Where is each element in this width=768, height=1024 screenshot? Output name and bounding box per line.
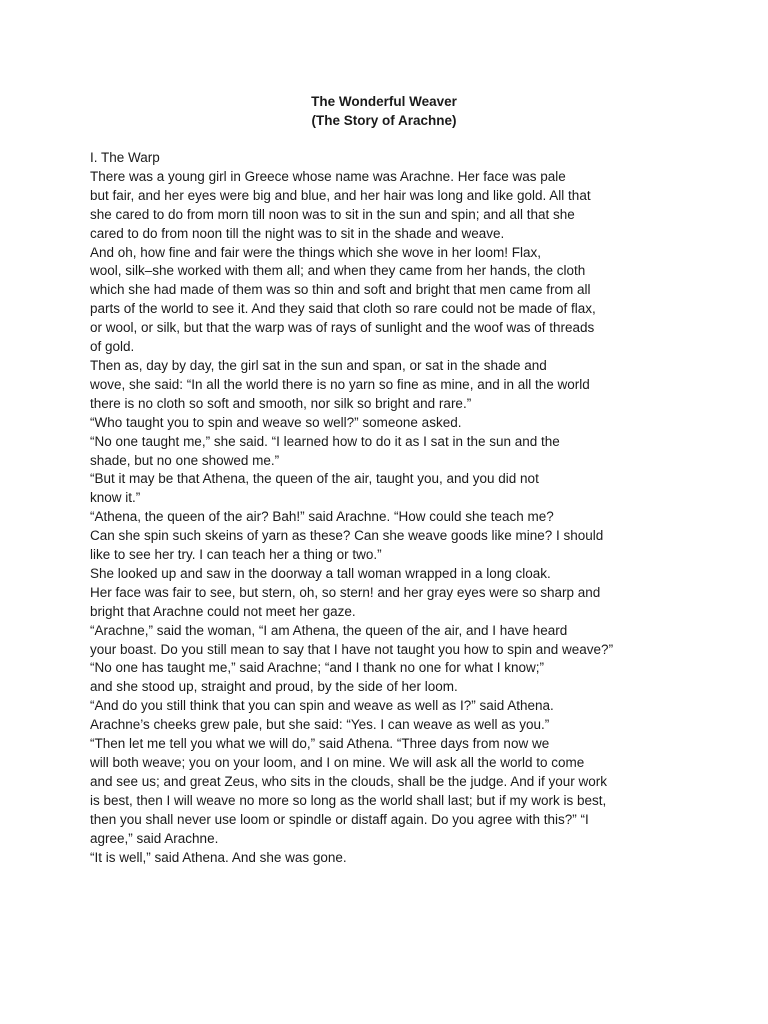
text-line: will both weave; you on your loom, and I on mine. We will ask all the world to come — [90, 755, 585, 770]
text-line: but fair, and her eyes were big and blue, and her hair was long and like gold. All that — [90, 187, 591, 203]
document-subtitle: (The Story of Arachne) — [311, 113, 457, 128]
text-line: and see us; and great Zeus, who sits in the clouds, shall be the judge. And if your work — [90, 773, 608, 789]
text-line: there is no cloth so soft and smooth, nor silk so bright and rare.” — [90, 395, 472, 411]
text-line: wove, she said: “In all the world there is no yarn so fine as mine, and in all the world — [90, 376, 590, 392]
text-line: or wool, or silk, but that the warp was of rays of sunlight and the woof was of threads — [90, 320, 595, 336]
text-line: “Then let me tell you what we will do,” said Athena. “Three days from now we — [90, 736, 550, 752]
text-line: Her face was fair to see, but stern, oh, so stern! and her gray eyes were so sharp and — [90, 584, 601, 600]
text-line: agree,” said Arachne. — [90, 830, 219, 846]
text-line: like to see her try. I can teach her a thing or two.” — [90, 547, 382, 563]
text-line: “Who taught you to spin and weave so well?” someone asked. — [90, 414, 462, 430]
document-title-block — [0, 92, 768, 130]
text-line: bright that Arachne could not meet her gaze. — [90, 603, 356, 619]
section-heading: I. The Warp — [90, 150, 160, 165]
text-line: Arachne’s cheeks grew pale, but she said: “Yes. I can weave as well as you.” — [90, 717, 550, 733]
text-line: know it.” — [90, 490, 141, 506]
document-body — [90, 149, 650, 867]
text-line: “Arachne,” said the woman, “I am Athena, the queen of the air, and I have heard — [90, 622, 568, 638]
text-line: which she had made of them was so thin and soft and bright that men came from all — [90, 282, 591, 298]
text-line: she cared to do from morn till noon was to sit in the sun and spin; and all that she — [90, 206, 575, 222]
text-line: “But it may be that Athena, the queen of the air, taught you, and you did not — [90, 471, 539, 487]
text-line: Can she spin such skeins of yarn as these? Can she weave goods like mine? I should — [90, 528, 604, 544]
text-line: “And do you still think that you can spin and weave as well as I?” said Athena. — [90, 698, 554, 714]
text-line: then you shall never use loom or spindle or distaff again. Do you agree with this?” “I — [90, 811, 589, 827]
text-line: of gold. — [90, 339, 135, 355]
document-title: The Wonderful Weaver — [311, 94, 457, 109]
text-line: There was a young girl in Greece whose name was Arachne. Her face was pale — [90, 168, 566, 184]
text-line: She looked up and saw in the doorway a tall woman wrapped in a long cloak. — [90, 565, 551, 581]
text-line: and she stood up, straight and proud, by the side of her loom. — [90, 679, 458, 695]
text-line: your boast. Do you still mean to say that I have not taught you how to spin and weave?” — [90, 641, 614, 657]
text-line: parts of the world to see it. And they said that cloth so rare could not be made of flax, — [90, 301, 596, 317]
text-line: “Athena, the queen of the air? Bah!” said Arachne. “How could she teach me? — [90, 509, 554, 525]
text-line: is best, then I will weave no more so long as the world shall last; but if my work is best, — [90, 792, 607, 808]
text-line: shade, but no one showed me.” — [90, 452, 280, 468]
text-line: cared to do from noon till the night was to sit in the shade and weave. — [90, 225, 505, 241]
text-line: And oh, how fine and fair were the things which she wove in her loom! Flax, — [90, 244, 541, 260]
text-line: Then as, day by day, the girl sat in the sun and span, or sat in the shade and — [90, 357, 547, 373]
text-line: wool, silk–she worked with them all; and when they came from her hands, the cloth — [90, 263, 586, 279]
text-line: “It is well,” said Athena. And she was gone. — [90, 849, 347, 865]
text-line: “No one has taught me,” said Arachne; “and I thank no one for what I know;” — [90, 660, 545, 676]
text-line: “No one taught me,” she said. “I learned how to do it as I sat in the sun and the — [90, 433, 560, 449]
